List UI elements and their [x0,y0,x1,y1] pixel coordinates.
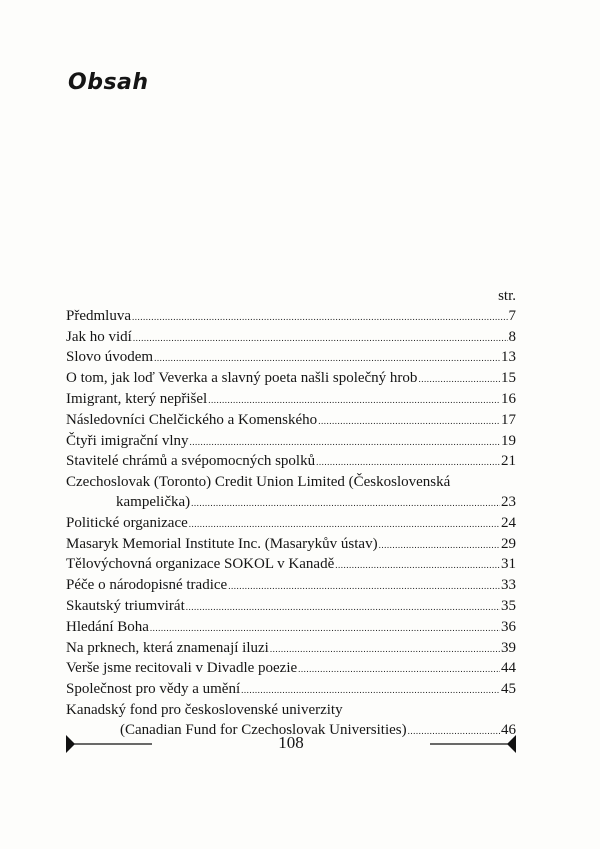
toc-entry-title: Čtyři imigrační vlny [66,432,189,449]
toc-entry[interactable] [66,348,516,369]
toc-entry-page: 21 [501,453,516,470]
dot-leader [189,515,500,535]
toc-entry-page: 23 [501,493,516,510]
dot-leader [154,349,500,369]
dot-leader [191,494,500,514]
toc-entry[interactable] [66,514,516,535]
right-ornament-icon [430,735,516,753]
toc-entry-title: kampelička) [116,493,191,510]
toc-entry-title: Stavitelé chrámů a svépomocných spolků [66,453,316,470]
toc-entry[interactable] [66,597,516,618]
toc-entry-page: 8 [508,328,516,345]
toc-entry-title: Verše jsme recitovali v Divadle poezie [66,660,298,677]
toc-entry[interactable] [66,328,516,349]
dot-leader [133,329,508,349]
toc-entry[interactable] [66,493,516,514]
toc-entry-page: 31 [501,556,516,573]
toc-entry[interactable] [66,639,516,660]
toc-entry-title: Hledání Boha [66,618,149,635]
toc-entry[interactable] [66,411,516,432]
page-column-label: str. [498,288,516,304]
dot-leader [150,619,500,639]
dot-leader [241,681,500,701]
page-number: 108 [278,733,304,752]
toc-entry[interactable] [66,432,516,453]
toc-entry-page: 39 [501,639,516,656]
toc-entry[interactable] [66,369,516,390]
toc-entry[interactable] [66,452,516,473]
dot-leader [189,433,500,453]
toc-entry[interactable] [66,535,516,556]
toc-entry-title: Péče o národopisné tradice [66,577,228,594]
dot-leader [379,536,500,556]
page-title: Obsah [68,70,149,95]
toc-entry-line: Kanadský fond pro československé univerzity [66,701,343,718]
toc-entry[interactable] [66,390,516,411]
toc-entry-title: O tom, jak loď Veverka a slavný poeta našli společný hrob [66,370,418,387]
dot-leader [132,308,508,328]
toc-entry-page: 19 [501,432,516,449]
dot-leader [318,412,500,432]
toc-entry-page: 35 [501,597,516,614]
dot-leader [335,556,500,576]
dot-leader [270,640,500,660]
toc-entry-page: 45 [501,681,516,698]
toc-entry-page: 46 [501,721,516,738]
toc-entry-title: Tělovýchovná organizace SOKOL v Kanadě [66,556,335,573]
toc-entry-page: 17 [501,411,516,428]
toc-entry-page: 29 [501,535,516,552]
toc-entry-title: Na prknech, která znamenají iluzi [66,639,269,656]
toc-entry-page: 36 [501,618,516,635]
toc-entry-title: Následovníci Chelčického a Komenského [66,411,318,428]
dot-leader [316,453,500,473]
toc-entry[interactable] [66,680,516,701]
toc-entry[interactable] [66,659,516,680]
toc-entry-title: Jak ho vidí [66,328,132,345]
dot-leader [208,391,500,411]
page-footer [66,732,516,756]
dot-leader [186,598,500,618]
toc-entry[interactable] [66,618,516,639]
toc-entry-title: Imigrant, který nepřišel [66,390,208,407]
toc-entry-title: Masaryk Memorial Institute Inc. (Masarykův ústav) [66,535,378,552]
dot-leader [298,660,500,680]
toc-entry[interactable] [66,307,516,328]
toc-entry-page: 44 [501,660,516,677]
toc-entry-page: 16 [501,390,516,407]
dot-leader [418,370,500,390]
toc-entry-title: Předmluva [66,307,131,324]
toc-entry-title: Slovo úvodem [66,349,154,366]
toc-entry-title: Politické organizace [66,514,188,531]
toc-entry-page: 24 [501,514,516,531]
toc-entry[interactable] [66,576,516,597]
toc-entry-page: 33 [501,577,516,594]
table-of-contents [66,287,516,742]
toc-entry[interactable] [66,555,516,576]
dot-leader [228,577,500,597]
toc-entry-title: (Canadian Fund for Czechoslovak Universities) [120,721,407,738]
toc-entry-title: Skautský triumvirát [66,597,185,614]
toc-entry-page: 13 [501,349,516,366]
toc-entry-line: Czechoslovak (Toronto) Credit Union Limited (Československá [66,474,451,491]
left-ornament-icon [66,735,152,753]
toc-entry-page: 7 [508,307,516,324]
toc-entry-page: 15 [501,370,516,387]
toc-entry-title: Společnost pro vědy a umění [66,681,241,698]
